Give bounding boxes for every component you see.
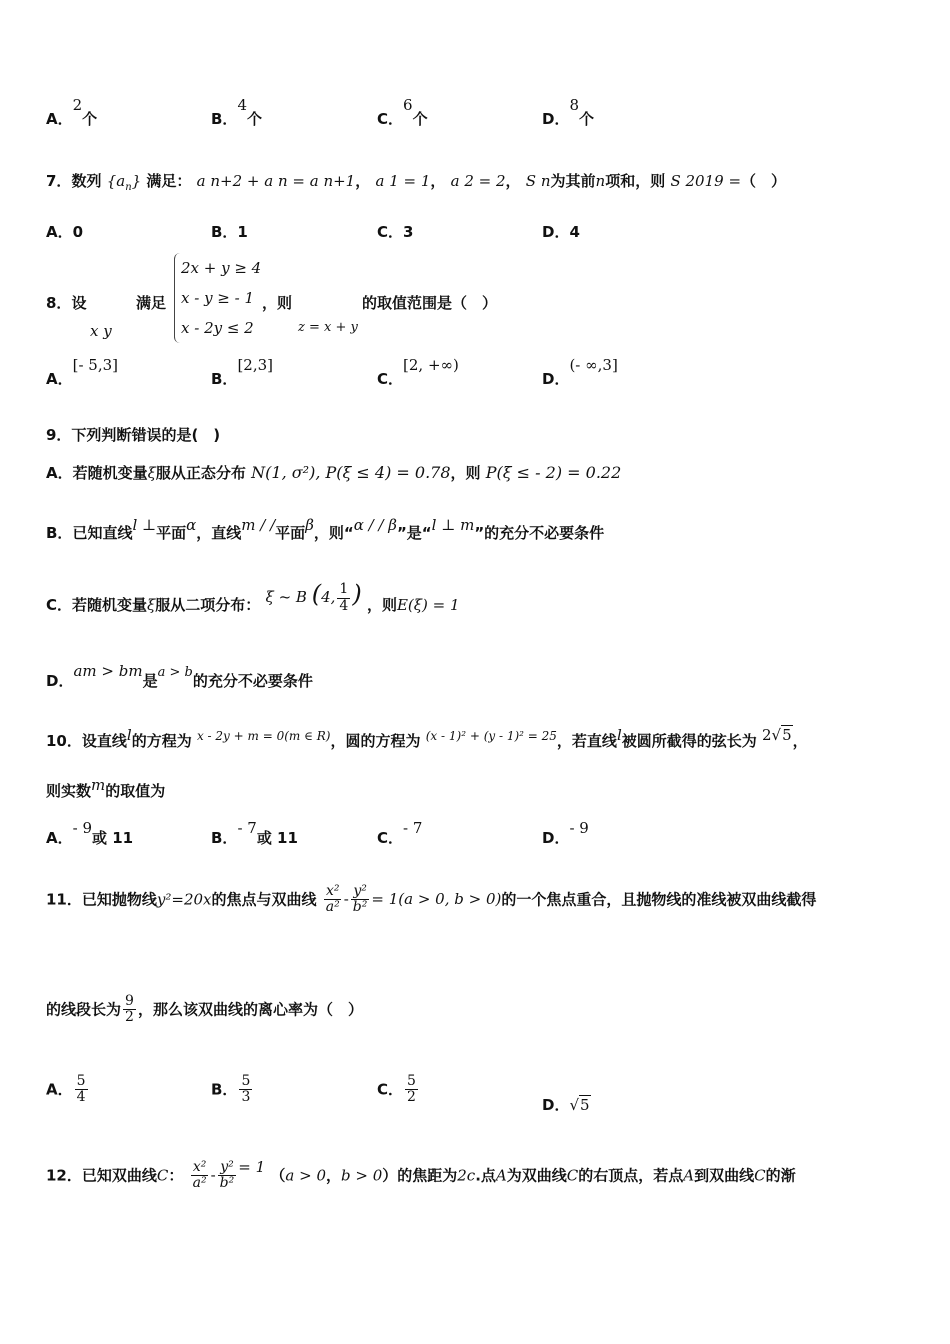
segment-length: $\frac{9}{2}$ (125, 993, 134, 1026)
s2019-symbol: S 2019 = (670, 172, 742, 190)
line-equation: x - 2y + m = 0(m ∈ R) (196, 729, 331, 743)
q7-option-a: A．0 (46, 223, 84, 241)
expectation-formula: E(ξ) = 1 (396, 596, 460, 614)
question-10-line2: 则实数m的取值为 (46, 776, 166, 800)
q6-option-d: D．8个 (542, 96, 595, 128)
q11-option-c: C． $\frac{5}{2}$ (377, 1073, 416, 1106)
q11-option-a: A． $\frac{5}{4}$ (46, 1073, 86, 1106)
q8-vars: x y (90, 322, 112, 340)
q6-c-value: 6 (403, 96, 413, 114)
question-7: 7．数列 $\{a_n\}$ 满足： a n+2 + a n = a n+1， a 1 = 1， a 2 = 2， S n为其前n项和，则 S 2019 =（ ） (46, 172, 787, 193)
probability-formula: P(ξ ≤ - 2) = 0.22 (485, 463, 622, 482)
q8-option-c: C．[2, +∞) (377, 356, 459, 388)
binomial-formula: ξ ~ B (4, $\frac{1}{4}$ ) (265, 580, 362, 614)
normal-distribution-formula: N(1, σ²), P(ξ ≤ 4) = 0.78 (251, 463, 451, 482)
recurrence-formula: a n+2 + a n = a n+1 (196, 172, 356, 190)
question-11-line2: 的线段长为 $\frac{9}{2}$ ，那么该双曲线的离心率为（ ） (46, 993, 363, 1026)
inequality-2: x - y ≥ - 1 (181, 289, 255, 307)
hyperbola-c-equation: $\frac{\text{x²}}{\text{a²}}$ - $\frac{\text{y²}}{\text{b²}}$ = 1 (192, 1158, 266, 1192)
a2-value: a 2 = 2 (450, 172, 506, 190)
q10-option-b: B．- 7或 11 (211, 819, 298, 847)
q9-option-c: C．若随机变量ξ服从二项分布： ξ ~ B (4, $\frac{1}{4}$ ) ，则E(ξ) = 1 (46, 580, 460, 614)
q9-option-b: B．已知直线l ⊥平面α，直线m / /平面β，则“α / / β”是“l ⊥ m”的充分不必要条件 (46, 516, 605, 542)
chord-length: 2√5 (762, 726, 792, 744)
q7-option-d: D．4 (542, 223, 580, 241)
q6-d-value: 8 (569, 96, 579, 114)
q7-option-b: B．1 (211, 223, 248, 241)
q9-option-d: D．am > bm是a > b的充分不必要条件 (46, 662, 313, 690)
inequality-3: x - 2y ≤ 2 (181, 319, 254, 337)
parabola-equation: y²=20x (156, 890, 212, 909)
q8-satisfy: 满足 (136, 294, 167, 312)
q8-option-a: A．[- 5,3] (46, 356, 119, 388)
q6-b-value: 4 (237, 96, 247, 114)
q8-option-b: B．[2,3] (211, 356, 273, 388)
inequality-system (174, 253, 261, 343)
q6-option-a: A．2个 (46, 96, 98, 128)
circle-equation: (x - 1)² + (y - 1)² = 25 (425, 729, 557, 743)
q10-option-c: C．- 7 (377, 819, 423, 847)
question-9-stem: 9．下列判断错误的是( ) (46, 426, 221, 444)
q6-option-c: C．6个 (377, 96, 428, 128)
sequence-symbol: $\{a_n\}$ (106, 172, 142, 193)
question-8: 8．设 (46, 294, 87, 312)
question-10: 10．设直线l的方程为 $^{x - 2y + m = 0(m \in R)}$，圆的方程为 $^{(x - 1)^2 + (y - 1)^2 = 25}$，若直线l被圆所截得的弦长为 2√5， (46, 726, 808, 750)
q11-option-d: D．√5 (542, 1096, 590, 1114)
q10-option-a: A．- 9或 11 (46, 819, 134, 847)
q9-option-a: A．若随机变量ξ服从正态分布 N(1, σ²), P(ξ ≤ 4) = 0.78，则 P(ξ ≤ - 2) = 0.22 (46, 463, 622, 482)
a1-value: a 1 = 1 (375, 172, 431, 190)
z-expression: z = x + y (298, 320, 358, 335)
q11-option-b: B． $\frac{5}{3}$ (211, 1073, 251, 1106)
exam-page: A．2个 B．4个 C．6个 D．8个 7．数列 $\{a_n\}$ 满足： a n+2 + a n = a n+1， a 1 = 1， a 2 = 2， S n为其前n项和，则 S 2019 =（ ） A．0 B．1 C．3 D．4 8．设 x y 满足 2x + y ≥ 4 x - y ≥ - 1 x - 2y ≤ 2 ，则 z = x + y 的取值范围是（ ） A．[- 5,3] B．[2,3] C．[2, +∞) D．(- ∞,3] 9．下列判断错误的是( ) A．若随机变量ξ服从正态分布 N(1, σ²), P(ξ ≤ 4) = 0.78，则 P(ξ ≤ - 2) = 0.22 B．已知直线l ⊥平面α，直线m / /平面β，则“α / / β”是“l ⊥ m”的充分不必要条件 C．若随机变量ξ服从二项分布： ξ ~ B (4, $\frac{1}{4}$ ) ，则E(ξ) = 1 D．am > bm是a > b的充分不必要条件 10．设直线l的方程为 $^{x - 2y + m = 0(m \in R)}$，圆的方程为 $^{(x - 1)^2 + (y - 1)^2 = 25}$，若直线l被圆所截得的弦长为 2√5， 则实数m的取值为 A．- 9或 11 B．- 7或 11 C．- 7 D．- 9 11．已知抛物线y²=20x的焦点与双曲线 $\frac{\text{x²}}{\text{a²}}$ - $\frac{\text{y²}}{\text{b²}}$ = 1(a > 0, b > 0)的一个焦点重合，且抛物线的准线被双曲线截得 的线段长为 $\frac{9}{2}$ ，那么该双曲线的离心率为（ ） A． $\frac{5}{4}$ B． $\frac{5}{3}$ C． $\frac{5}{2}$ D．√5 12．已知双曲线C： $\frac{\text{x²}}{\text{a²}}$ - $\frac{\text{y²}}{\text{b²}}$ = 1 （a > 0，b > 0）的焦距为2c.点A为双曲线C的右顶点，若点A到双曲线C的渐 (46, 96, 817, 1192)
q6-a-value: 2 (72, 96, 83, 114)
hyperbola-equation: $\frac{\text{x²}}{\text{a²}}$ - $\frac{\text{y²}}{\text{b²}}$ = 1(a > 0, b > 0) (325, 883, 502, 916)
q10-option-d: D．- 9 (542, 819, 589, 847)
q7-option-c: C．3 (377, 223, 414, 241)
inequality-1: 2x + y ≥ 4 (181, 259, 262, 277)
question-11: 11．已知抛物线y²=20x的焦点与双曲线 $\frac{\text{x²}}{\text{a²}}$ - $\frac{\text{y²}}{\text{b²}}$ = 1(a > 0, b > 0)的一个焦点重合，且抛物线的准线被双曲线截得 (46, 883, 817, 916)
q8-option-d: D．(- ∞,3] (542, 356, 618, 388)
question-12: 12．已知双曲线C： $\frac{\text{x²}}{\text{a²}}$ - $\frac{\text{y²}}{\text{b²}}$ = 1 （a > 0，b > 0）的焦距为2c.点A为双曲线C的右顶点，若点A到双曲线C的渐 (46, 1158, 796, 1192)
sn-symbol: S n (525, 172, 551, 190)
q6-option-b: B．4个 (211, 96, 262, 128)
